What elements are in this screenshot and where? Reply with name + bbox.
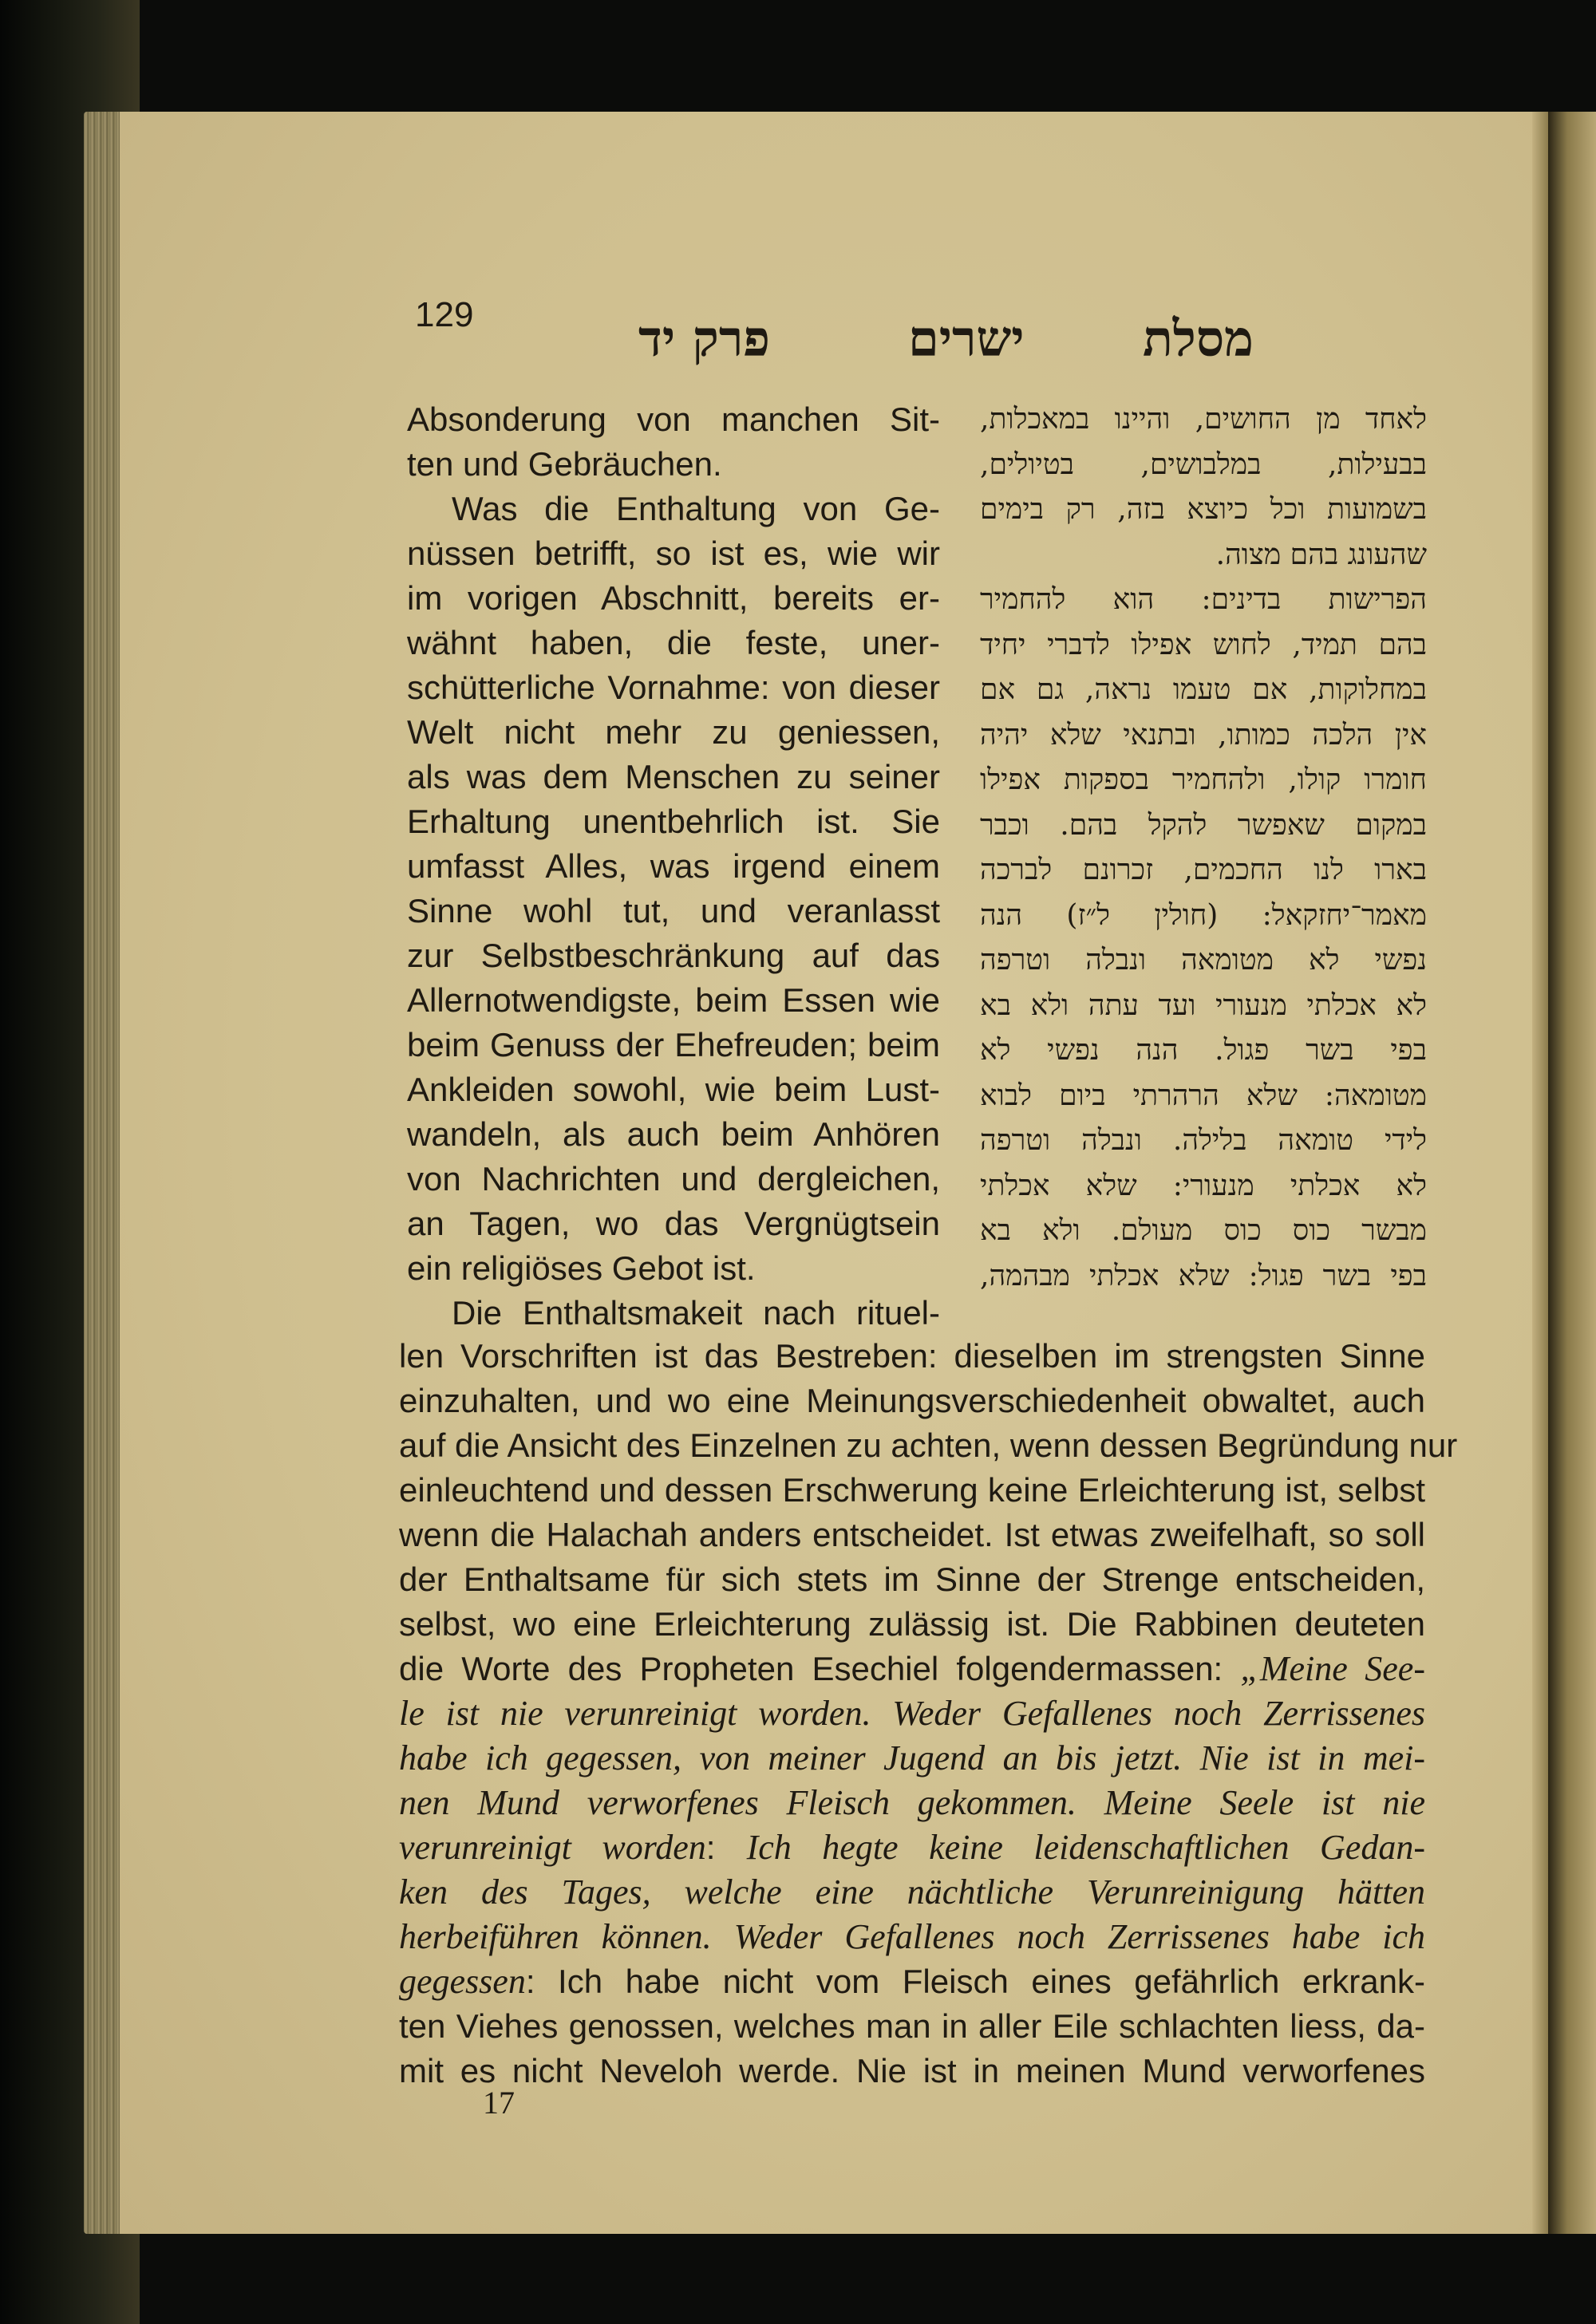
quote-line: herbeiführen können. Weder Gefallenes noch Zerrissenes habe ich — [399, 1917, 1425, 1956]
german-line: zur Selbstbeschränkung auf das — [407, 937, 940, 974]
hebrew-line: במקום שאפשר להקל בהם. וכבר — [980, 808, 1427, 842]
german-column — [407, 397, 940, 1336]
quote-line: ken des Tages, welche eine nächtliche Verunreinigung hätten — [399, 1872, 1425, 1912]
german-line: ein religiöses Gebot ist. — [407, 1249, 756, 1287]
quote-line: habe ich gegessen, von meiner Jugend an bis jetzt. Nie ist in mei- — [399, 1738, 1425, 1778]
body-line: der Enthaltsame für sich stets im Sinne der Strenge entscheiden, — [399, 1561, 1425, 1598]
german-line: von Nachrichten und dergleichen, — [407, 1160, 940, 1198]
quote-text-segment: Ich hegte keine leidenschaftlichen Gedan- — [746, 1828, 1425, 1867]
hebrew-line: במחלוקות, אם טעמו נראה, גם אם — [980, 673, 1427, 706]
hebrew-line: בפי בשר פגול: שלא אכלתי מבהמה, — [980, 1259, 1427, 1292]
hebrew-line: שהעונג בהם מצוה. — [1215, 538, 1427, 571]
header-chapter: פרק יד — [638, 310, 771, 368]
hebrew-line: אין הלכה כמותו, ובתנאי שלא יהיה — [980, 718, 1427, 752]
header-title-word-1: מסלת — [1143, 310, 1254, 368]
german-line: an Tagen, wo das Vergnügtsein — [407, 1205, 940, 1242]
hebrew-line: הפרישות בדינים: הוא להחמיר — [980, 583, 1427, 616]
hebrew-column — [980, 397, 1427, 1299]
body-text-segment: die Worte des Propheten Esechiel folgendermassen: — [399, 1650, 1241, 1687]
body-line: ten Viehes genossen, welches man in aller Eile schlachten liess, da- — [399, 2007, 1425, 2045]
german-line: Welt nicht mehr zu geniessen, — [407, 713, 940, 751]
hebrew-line: מבשר כוס כוס מעולם. ולא בא — [980, 1214, 1427, 1247]
german-line: beim Genuss der Ehefreuden; beim — [407, 1026, 940, 1063]
page-number: 129 — [415, 295, 474, 334]
hebrew-line: חומרו קולו, ולהחמיר בספקות אפילו — [980, 763, 1427, 796]
german-line: Erhaltung unentbehrlich ist. Sie — [407, 803, 940, 840]
hebrew-line: לאחד מן החושים, והיינו במאכלות, — [980, 403, 1427, 436]
header-title-word-2: ישרים — [908, 310, 1025, 368]
body-line: einleuchtend und dessen Erschwerung keine Erleichterung ist, selbst — [399, 1471, 1425, 1509]
german-line: wähnt haben, die feste, uner- — [407, 624, 940, 661]
hebrew-line: מאמר־יחזקאל: (חולין ל״ז) הנה — [980, 898, 1427, 932]
quote-line — [399, 1825, 1425, 1870]
hebrew-line: בארו לנו החכמים, זכרונם לברכה — [980, 854, 1427, 886]
hebrew-line: לא אכלתי מנעורי: שלא אכלתי — [980, 1169, 1427, 1202]
german-line: wandeln, als auch beim Anhören — [407, 1115, 940, 1153]
full-width-paragraph — [399, 1334, 1458, 2093]
german-line: Die Enthaltsmakeit nach rituel- — [452, 1294, 940, 1332]
german-line: Absonderung von manchen Sit- — [407, 400, 940, 438]
body-line — [399, 1647, 1425, 1691]
signature-number: 17 — [483, 2085, 515, 2121]
body-line: auf die Ansicht des Einzelnen zu achten, wenn dessen Begründung nur — [399, 1426, 1458, 1464]
hebrew-line: לא אכלתי מנעורי ועד עתה ולא בא — [980, 988, 1427, 1022]
body-line: wenn die Halachah anders entscheidet. Ist etwas zweifelhaft, so soll — [399, 1516, 1425, 1553]
body-line: len Vorschriften ist das Bestreben: dieselben im strengsten Sinne — [399, 1337, 1425, 1375]
hebrew-line: בהם תמיד, לחוש אפילו לדברי יחיד — [980, 628, 1427, 661]
body-text-segment: : Ich habe nicht vom Fleisch eines gefährlich erkrank- — [525, 1963, 1425, 2000]
german-line: nüssen betrifft, so ist es, wie wir — [407, 535, 940, 572]
body-line: selbst, wo eine Erleichterung zulässig ist. Die Rabbinen deuteten — [399, 1605, 1425, 1643]
quote-line: le ist nie verunreinigt worden. Weder Gefallenes noch Zerrissenes — [399, 1694, 1425, 1733]
hebrew-line: בשמועות וכל כיוצא בזה, רק בימים — [980, 493, 1427, 526]
german-line: Ankleiden sowohl, wie beim Lust- — [407, 1071, 940, 1108]
hebrew-line: בבעילות, במלבושים, בטיולים, — [980, 448, 1427, 481]
german-line: ten und Gebräuchen. — [407, 445, 722, 483]
german-line: Sinne wohl tut, und veranlasst — [407, 892, 940, 929]
german-line: Allernotwendigste, beim Essen wie — [407, 981, 940, 1019]
facing-page-edge — [1548, 112, 1596, 2234]
german-line: schütterliche Vornahme: von dieser — [407, 669, 940, 706]
page-gutter-shadow — [1532, 112, 1548, 2234]
german-line: Was die Enthaltung von Ge- — [452, 490, 940, 527]
quote-text-segment: gegessen — [399, 1962, 526, 2001]
hebrew-line: בפי בשר פגול. הנה נפשי לא — [980, 1034, 1427, 1067]
hebrew-line: מטומאה: שלא הרהרתי ביום לבוא — [980, 1079, 1427, 1112]
quote-line: nen Mund verworfenes Fleisch gekommen. Meine Seele ist nie — [399, 1783, 1425, 1822]
german-line: als was dem Menschen zu seiner — [407, 758, 940, 795]
hebrew-line: לידי טומאה בלילה. ונבלה וטרפה — [980, 1124, 1427, 1157]
body-line — [399, 1959, 1425, 2004]
body-line: einzuhalten, und wo eine Meinungsverschiedenheit obwaltet, auch — [399, 1382, 1425, 1419]
body-line: mit es nicht Neveloh werde. Nie ist in meinen Mund verworfenes — [399, 2052, 1425, 2089]
quote-text-segment: „Meine See- — [1240, 1649, 1425, 1688]
german-line: im vorigen Abschnitt, bereits er- — [407, 579, 940, 617]
german-line: umfasst Alles, was irgend einem — [407, 847, 940, 885]
hebrew-line: נפשי לא מטומאה ונבלה וטרפה — [980, 944, 1427, 977]
quote-text-segment: verunreinigt worden — [399, 1828, 706, 1867]
body-text-segment: : — [705, 1829, 747, 1866]
